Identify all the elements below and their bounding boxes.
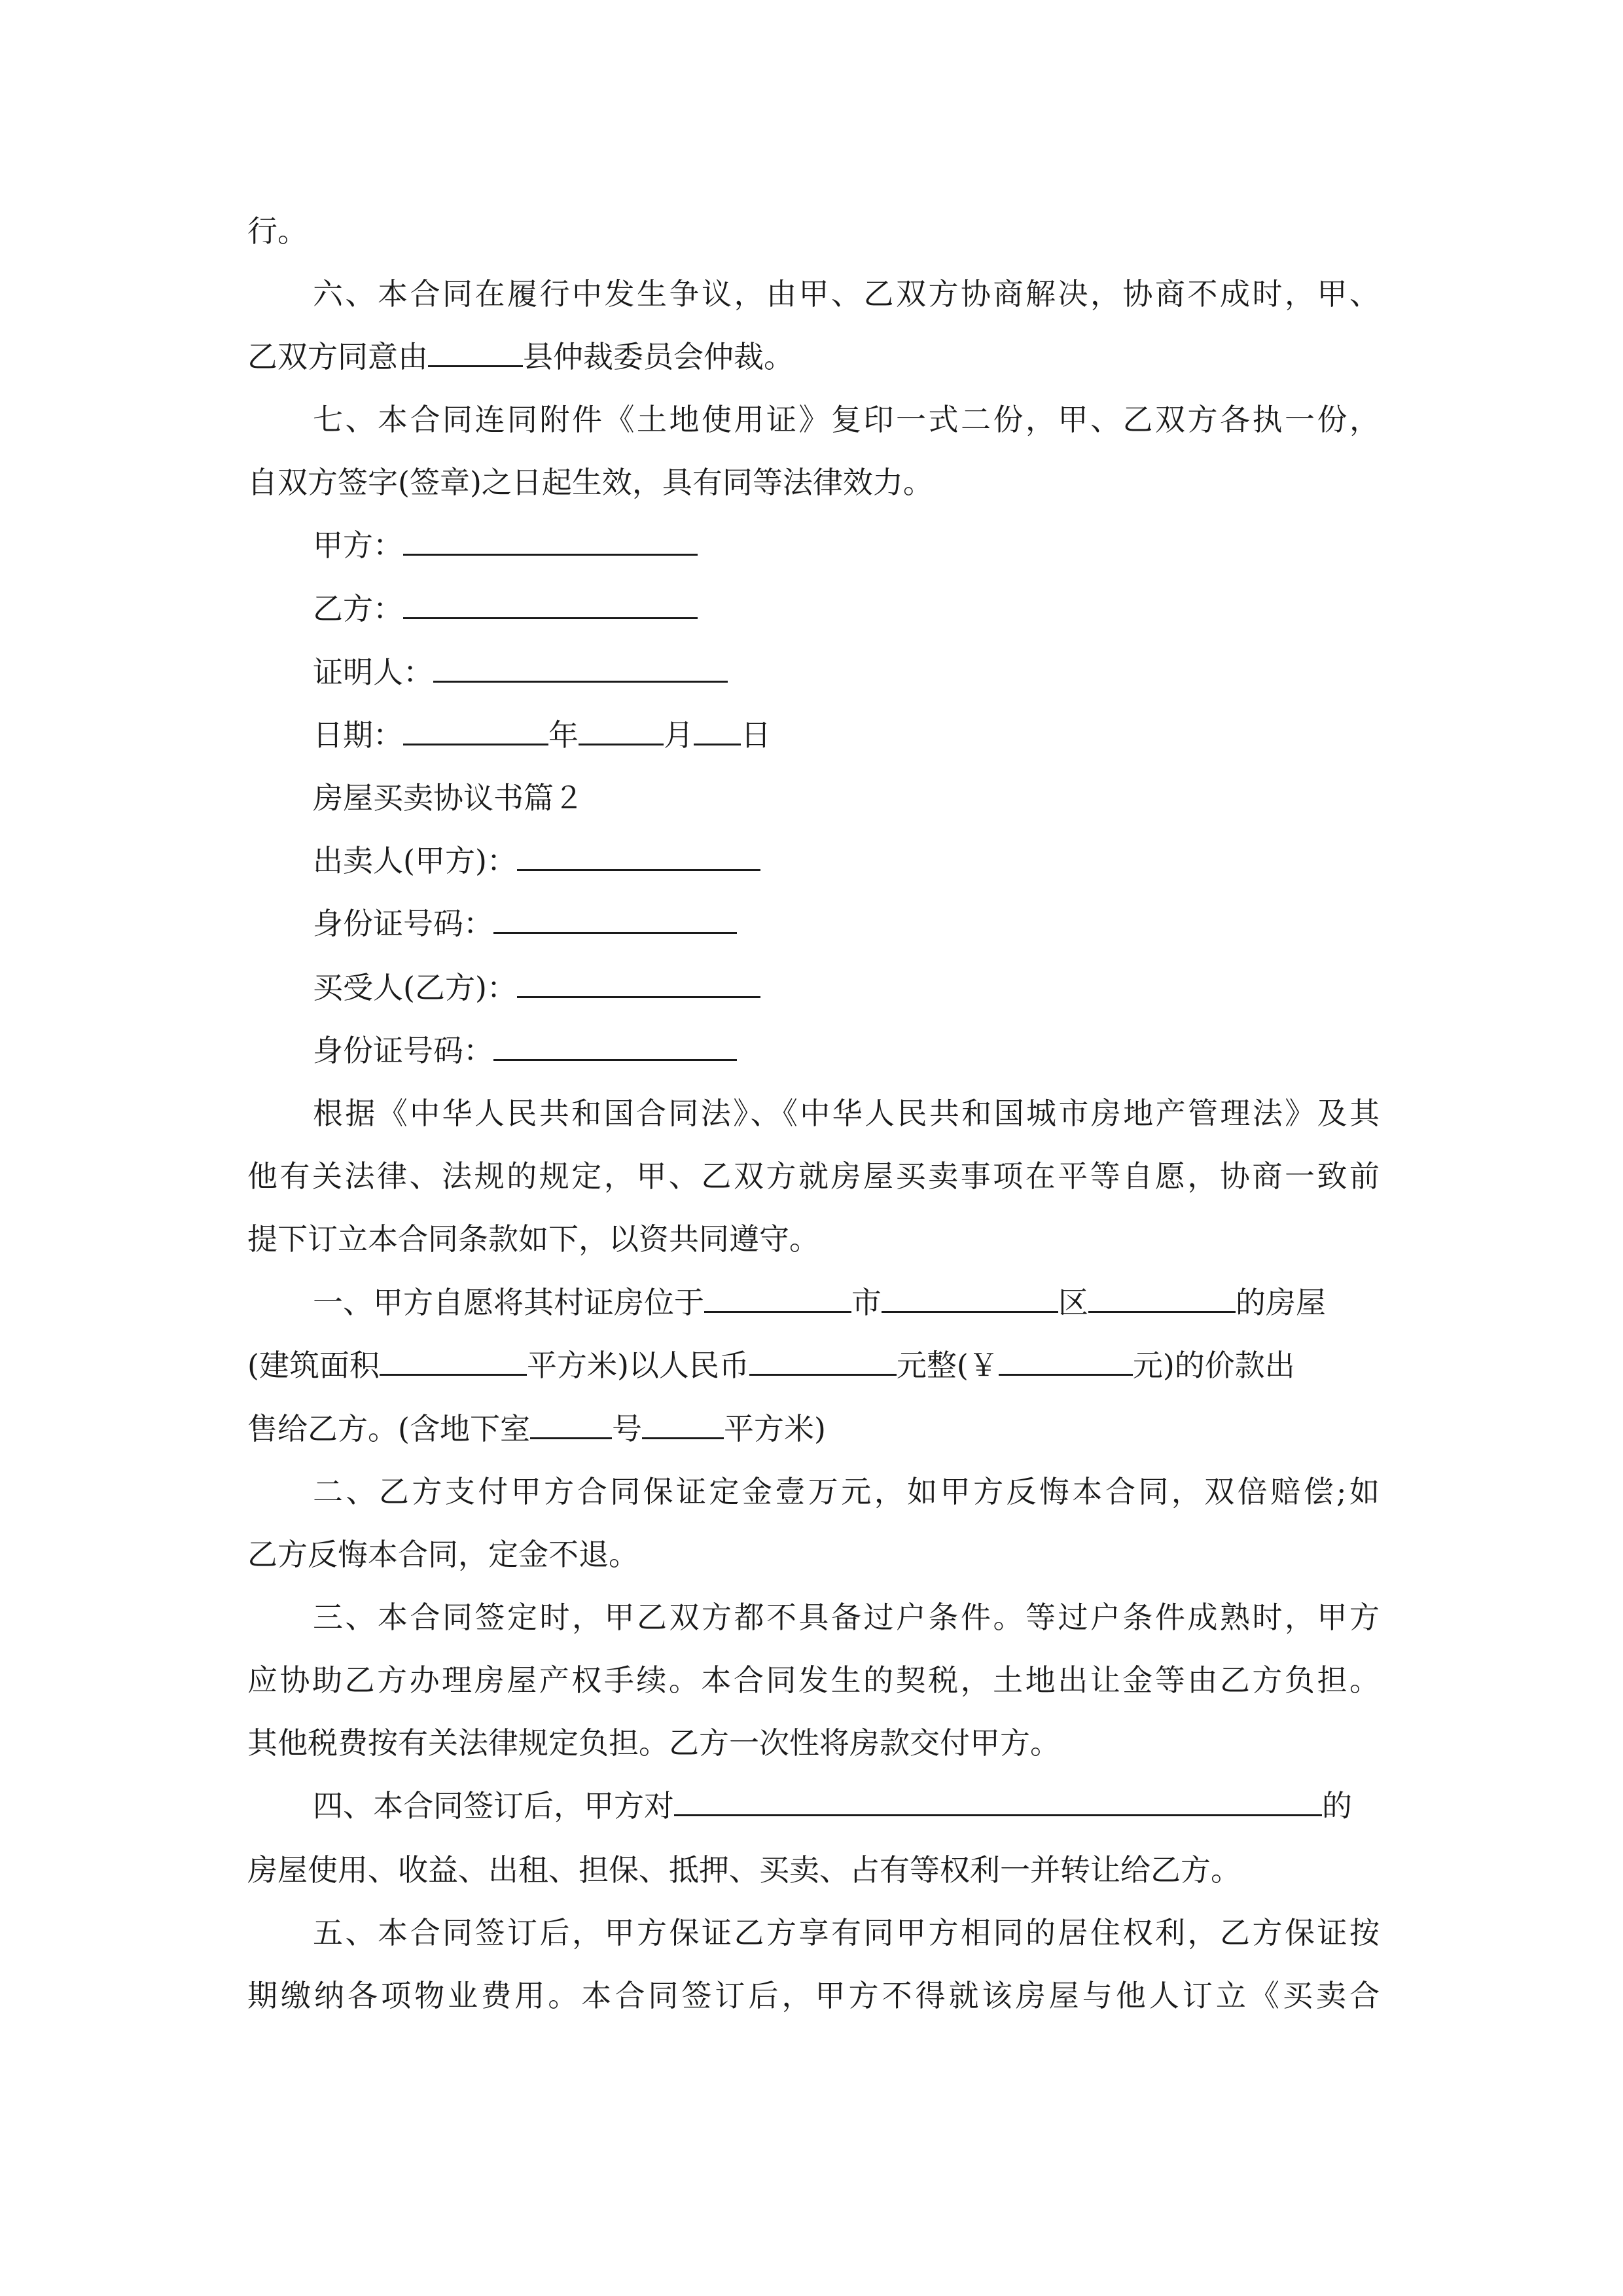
text-line-content: 提下订立本合同条款如下，以资共同遵守。 [247,1221,819,1257]
seller-line [313,838,1380,884]
clause-7-line-1 [313,397,1380,442]
text-line-content: 二、乙方支付甲方合同保证定金壹万元，如甲方反悔本合同，双倍赔偿;如 [313,1474,1380,1509]
text-line-content: 他有关法律、法规的规定，甲、乙双方就房屋买卖事项在平等自愿，协商一致前 [247,1158,1380,1194]
text-line-content: 根据《中华人民共和国合同法》、《中华人民共和国城市房地产管理法》及其 [313,1096,1380,1131]
text-segment: 的房屋 [1236,1285,1326,1320]
clause-4-line-2 [247,1847,1380,1893]
fill-in-blank-county [428,336,523,367]
clause-1-line-2 [247,1342,1380,1388]
text-segment: 售给乙方。(含地下室 [247,1411,530,1446]
text-line-content: 自双方签字(签章)之日起生效，具有同等法律效力。 [247,465,933,500]
witness-blank [433,652,728,683]
clause-2-line-2 [247,1532,1380,1577]
clause-6-line-1 [313,271,1380,317]
witness-signature-line [313,649,1380,695]
text-segment: 乙双方同意由 [247,339,428,374]
seller-blank [517,840,760,871]
text-line-content: 行。 [247,213,308,249]
buyer-id-line [313,1028,1380,1073]
buyer-label: 买受人(乙方)： [313,970,517,1005]
buyer-line [313,965,1380,1011]
text-segment: 元)的价款出 [1132,1348,1295,1383]
clause-1-line-1 [313,1280,1380,1325]
party-a-signature-line [313,522,1380,568]
party-b-label: 乙方： [313,591,403,626]
clause-7-line-2 [247,459,1380,505]
clause-5-line-1 [313,1910,1380,1956]
clause-3-line-3 [247,1720,1380,1766]
property-blank [674,1785,1322,1816]
buyer-blank [517,967,760,998]
date-line [313,712,1380,758]
text-line-content: 其他税费按有关法律规定负担。乙方一次性将房款交付甲方。 [247,1725,1060,1761]
location-blank [1088,1282,1236,1313]
day-blank [694,715,741,745]
date-label: 日期： [313,717,403,753]
section-title [313,775,1380,821]
text-segment: 元整(￥ [896,1348,999,1383]
text-line-content: 七、本合同连同附件《土地使用证》复印一式二份，甲、乙双方各执一份， [313,402,1380,437]
text-line-content: 五、本合同签订后，甲方保证乙方享有同甲方相同的居住权利，乙方保证按 [313,1915,1380,1950]
seller-label: 出卖人(甲方)： [313,843,517,878]
party-a-blank [403,525,698,556]
text-segment: 的 [1322,1788,1352,1823]
text-segment: 号 [611,1411,642,1446]
clause-2-line-1 [313,1469,1380,1515]
seller-id-line [313,901,1380,946]
price-words-blank [749,1345,897,1376]
district-blank [882,1282,1058,1313]
clause-6-line-2 [247,334,1380,380]
text-segment: 平方米) [723,1411,826,1446]
preamble-line-1 [313,1090,1380,1136]
area-blank [380,1345,527,1376]
clause-5-line-2 [247,1973,1380,2018]
clause-4-line-1 [313,1783,1380,1829]
preamble-line-2 [247,1153,1380,1199]
text-segment: 县仲裁委员会仲裁。 [523,339,794,374]
text-line-content: 期缴纳各项物业费用。本合同签订后，甲方不得就该房屋与他人订立《买卖合 [247,1978,1380,2013]
text-line-content: 六、本合同在履行中发生争议，由甲、乙双方协商解决，协商不成时，甲、 [313,276,1380,312]
seller-id-label: 身份证号码： [313,906,493,941]
text-line-content: 房屋使用、收益、出租、担保、抵押、买卖、占有等权利一并转让给乙方。 [247,1852,1241,1888]
basement-area-blank [642,1408,724,1439]
text-segment: 四、本合同签订后，甲方对 [313,1788,674,1823]
text-segment: 一、甲方自愿将其村证房位于 [313,1285,704,1320]
day-label: 日 [741,717,771,753]
text-segment: 平方米)以人民币 [526,1348,749,1383]
year-blank [403,715,548,745]
month-blank [579,715,664,745]
party-a-label: 甲方： [313,528,403,563]
witness-label: 证明人： [313,655,433,690]
preamble-line-3 [247,1216,1380,1262]
clause-3-line-2 [247,1657,1380,1703]
year-label: 年 [548,717,579,753]
text-line-content: 三、本合同签定时，甲乙双方都不具备过户条件。等过户条件成熟时，甲方 [313,1600,1380,1635]
month-label: 月 [664,717,694,753]
text-segment: 市 [851,1285,882,1320]
text-line-content: 应协助乙方办理房屋产权手续。本合同发生的契税，土地出让金等由乙方负担。 [247,1662,1380,1698]
clause-3-line-1 [313,1594,1380,1640]
city-blank [704,1282,851,1313]
party-b-blank [403,588,698,619]
text-segment: (建筑面积 [247,1348,380,1383]
clause-1-line-3 [247,1406,1380,1452]
text-line-content: 乙方反悔本合同，定金不退。 [247,1537,639,1572]
seller-id-blank [493,903,737,934]
party-b-signature-line [313,586,1380,632]
section-title-text: 房屋买卖协议书篇２ [313,780,584,816]
basement-number-blank [530,1408,612,1439]
text-line [247,208,1380,254]
price-figure-blank [999,1345,1133,1376]
buyer-id-label: 身份证号码： [313,1033,493,1068]
text-segment: 区 [1058,1285,1088,1320]
buyer-id-blank [493,1030,737,1061]
